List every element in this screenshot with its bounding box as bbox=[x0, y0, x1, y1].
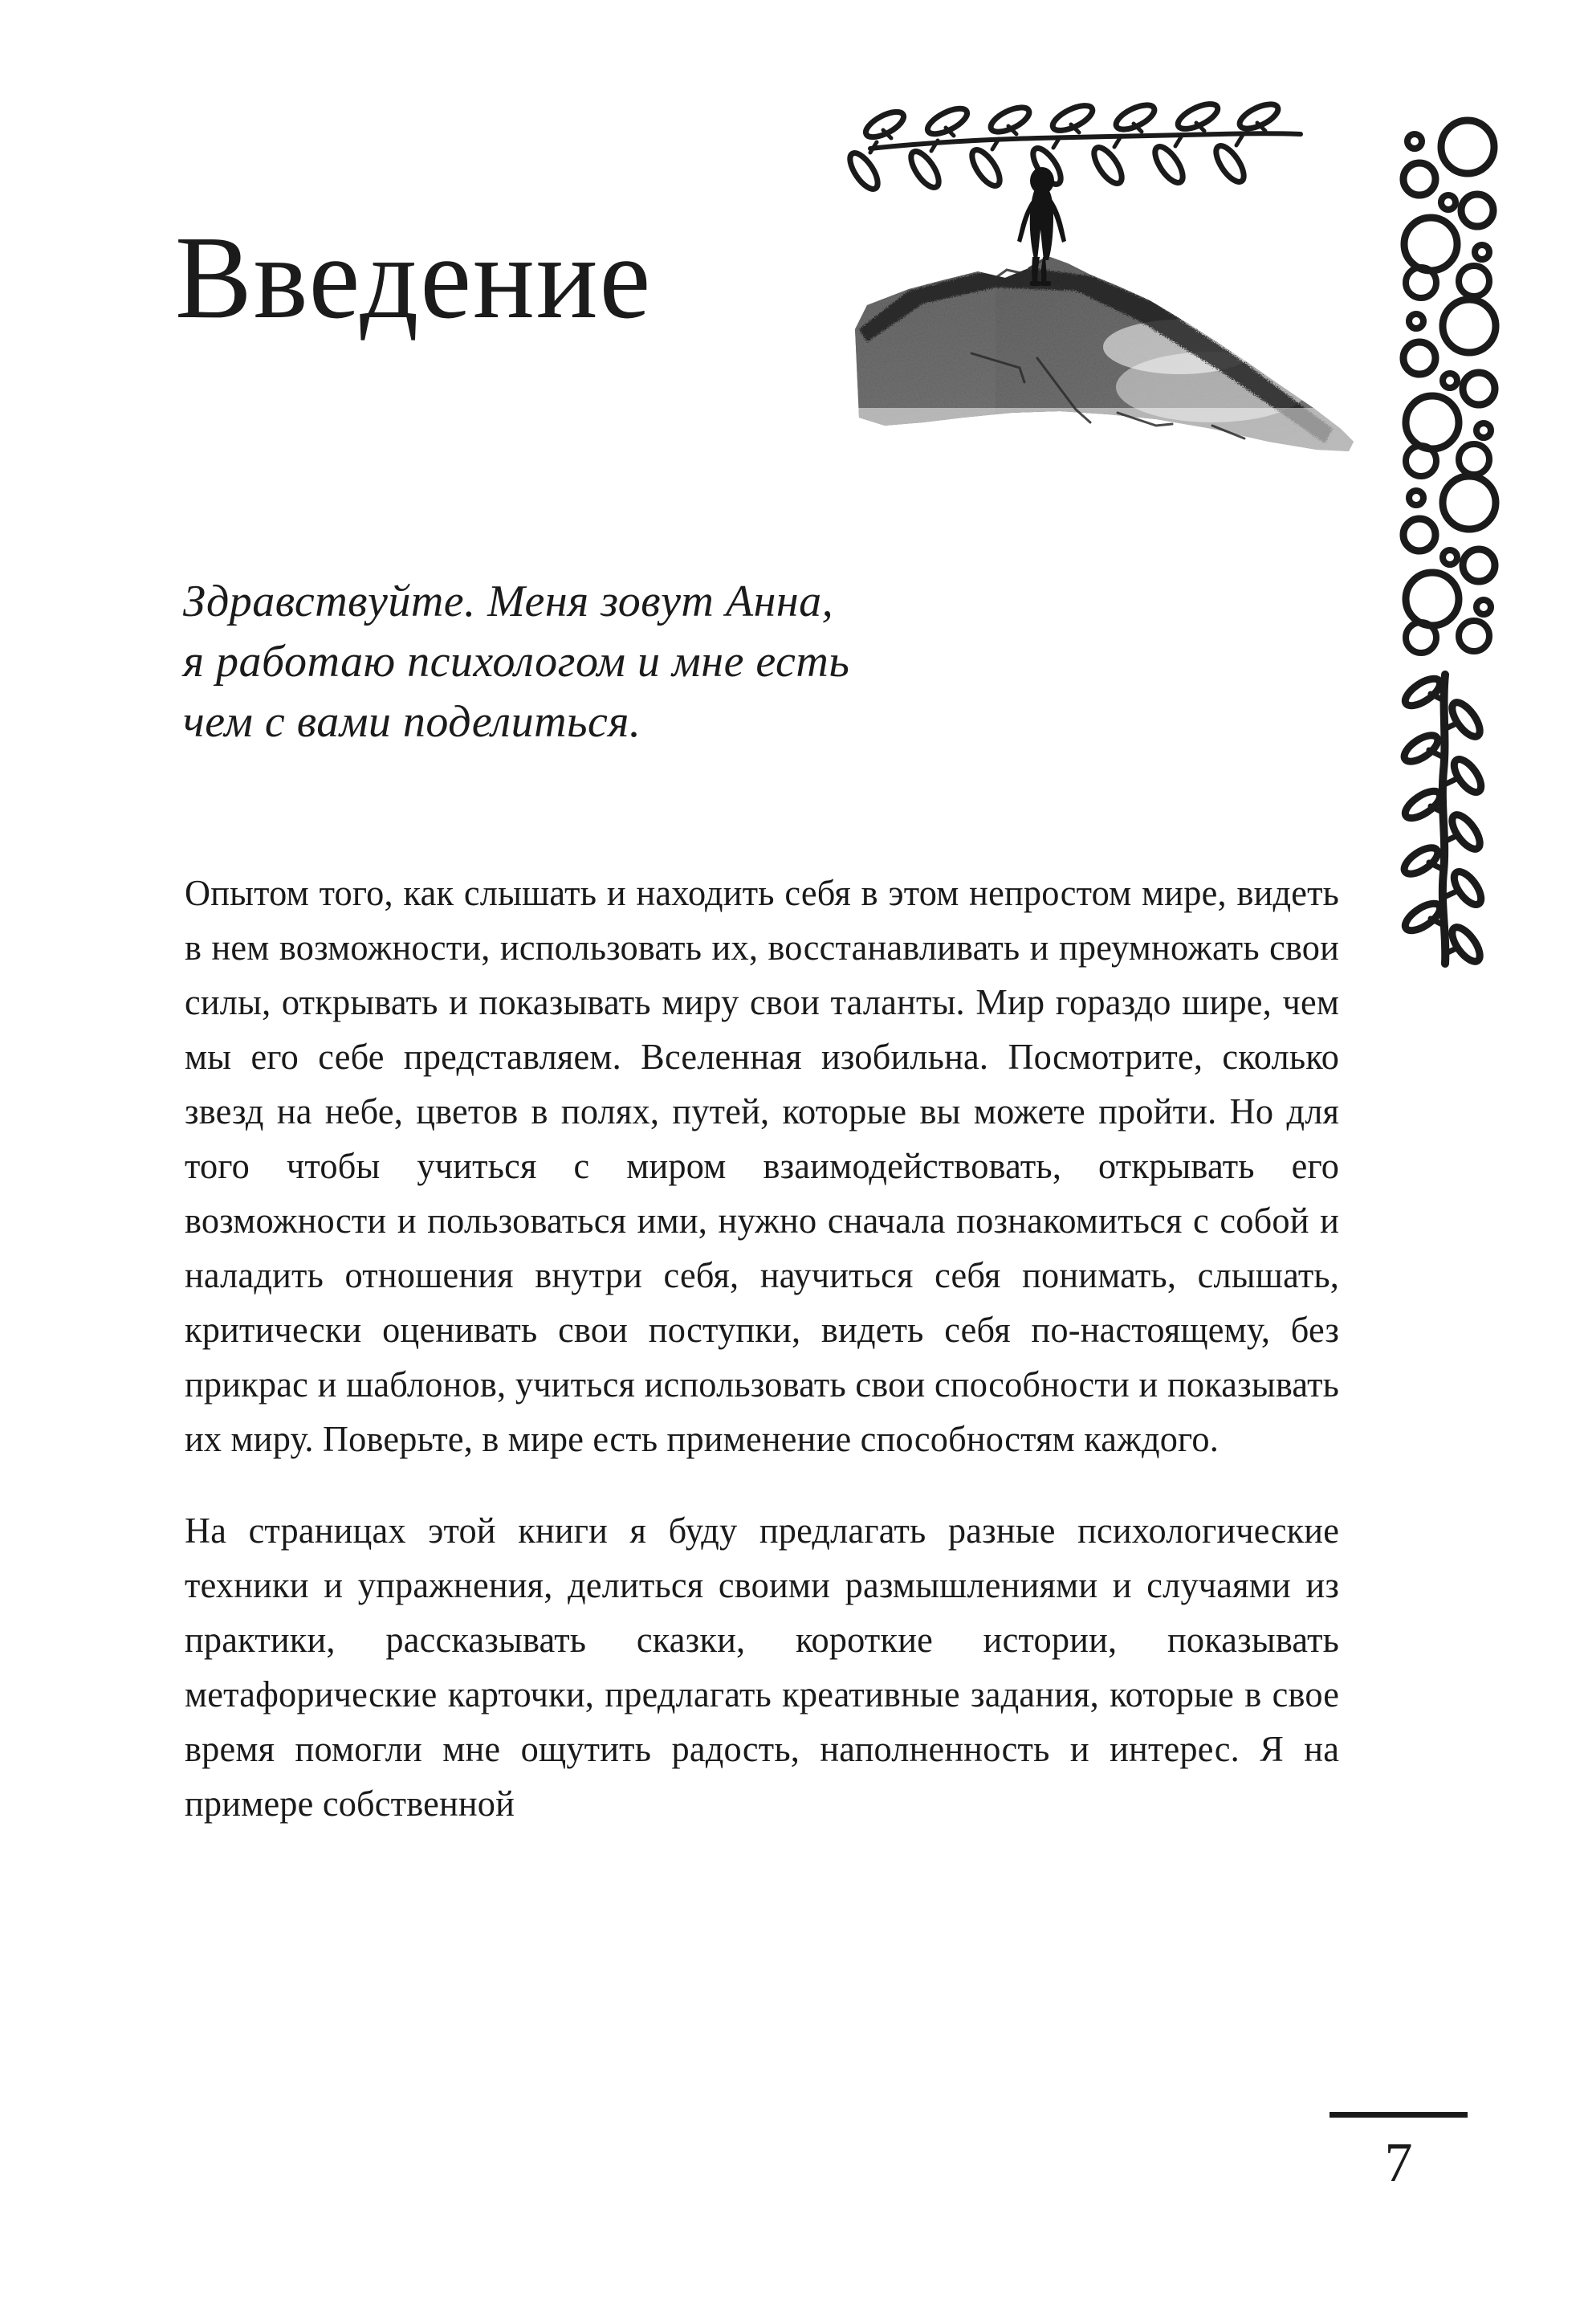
figure-on-mountain-illustration bbox=[835, 88, 1381, 538]
mountain-rock-wash bbox=[835, 249, 1381, 480]
leafy-branch-horizontal bbox=[845, 99, 1301, 193]
intro-line-1: Здравствуйте. Меня зовут Анна, bbox=[183, 577, 834, 626]
leafy-vine-vertical bbox=[1400, 674, 1486, 966]
body-paragraph-1: Опытом того, как слышать и находить себя в этом непростом мире, видеть в нем возможности, использовать их, восстанавливать и преумножать свои силы, открывать и показывать миру свои таланты. Мир гораздо шире, чем мы его себе представляем. Вселенная изобильна. Посмотрите, сколько звезд на небе, цветов в полях, путей, которые вы можете пройти. Но для того чтобы учиться с миром взаимодействовать, открывать его возможности и пользоваться ими, нужно сначала познакомиться с собой и наладить отношения внутри себя, научиться себя понимать, слышать, критически оценивать свои поступки, видеть себя по-настоящему, без прикрас и шаблонов, учиться использовать свои способности и показывать их миру. Поверьте, в мире есть применение способностям каждого. bbox=[185, 873, 1340, 1459]
intro-greeting bbox=[183, 572, 1034, 752]
page-footer bbox=[1294, 2112, 1503, 2194]
intro-line-3: чем с вами поделиться. bbox=[183, 697, 641, 748]
right-border-ornament bbox=[1365, 96, 1509, 972]
intro-line-2: я работаю психологом и мне есть bbox=[183, 637, 850, 687]
body-text bbox=[185, 866, 1357, 1831]
circles-ornament bbox=[1403, 120, 1496, 653]
body-paragraph-2: На страницах этой книги я буду предлагать разные психологические техники и упражнения, делиться своими размышлениями и случаями из практики, рассказывать сказки, короткие истории, показывать метафорические карточки, предлагать креативные задания, которые в свое время помогли мне ощутить радость, наполненность и интерес. Я на примере собственной bbox=[185, 1511, 1340, 1824]
page-title: Введение bbox=[175, 212, 653, 344]
footer-divider bbox=[1330, 2112, 1468, 2118]
page-number: 7 bbox=[1384, 2132, 1413, 2194]
